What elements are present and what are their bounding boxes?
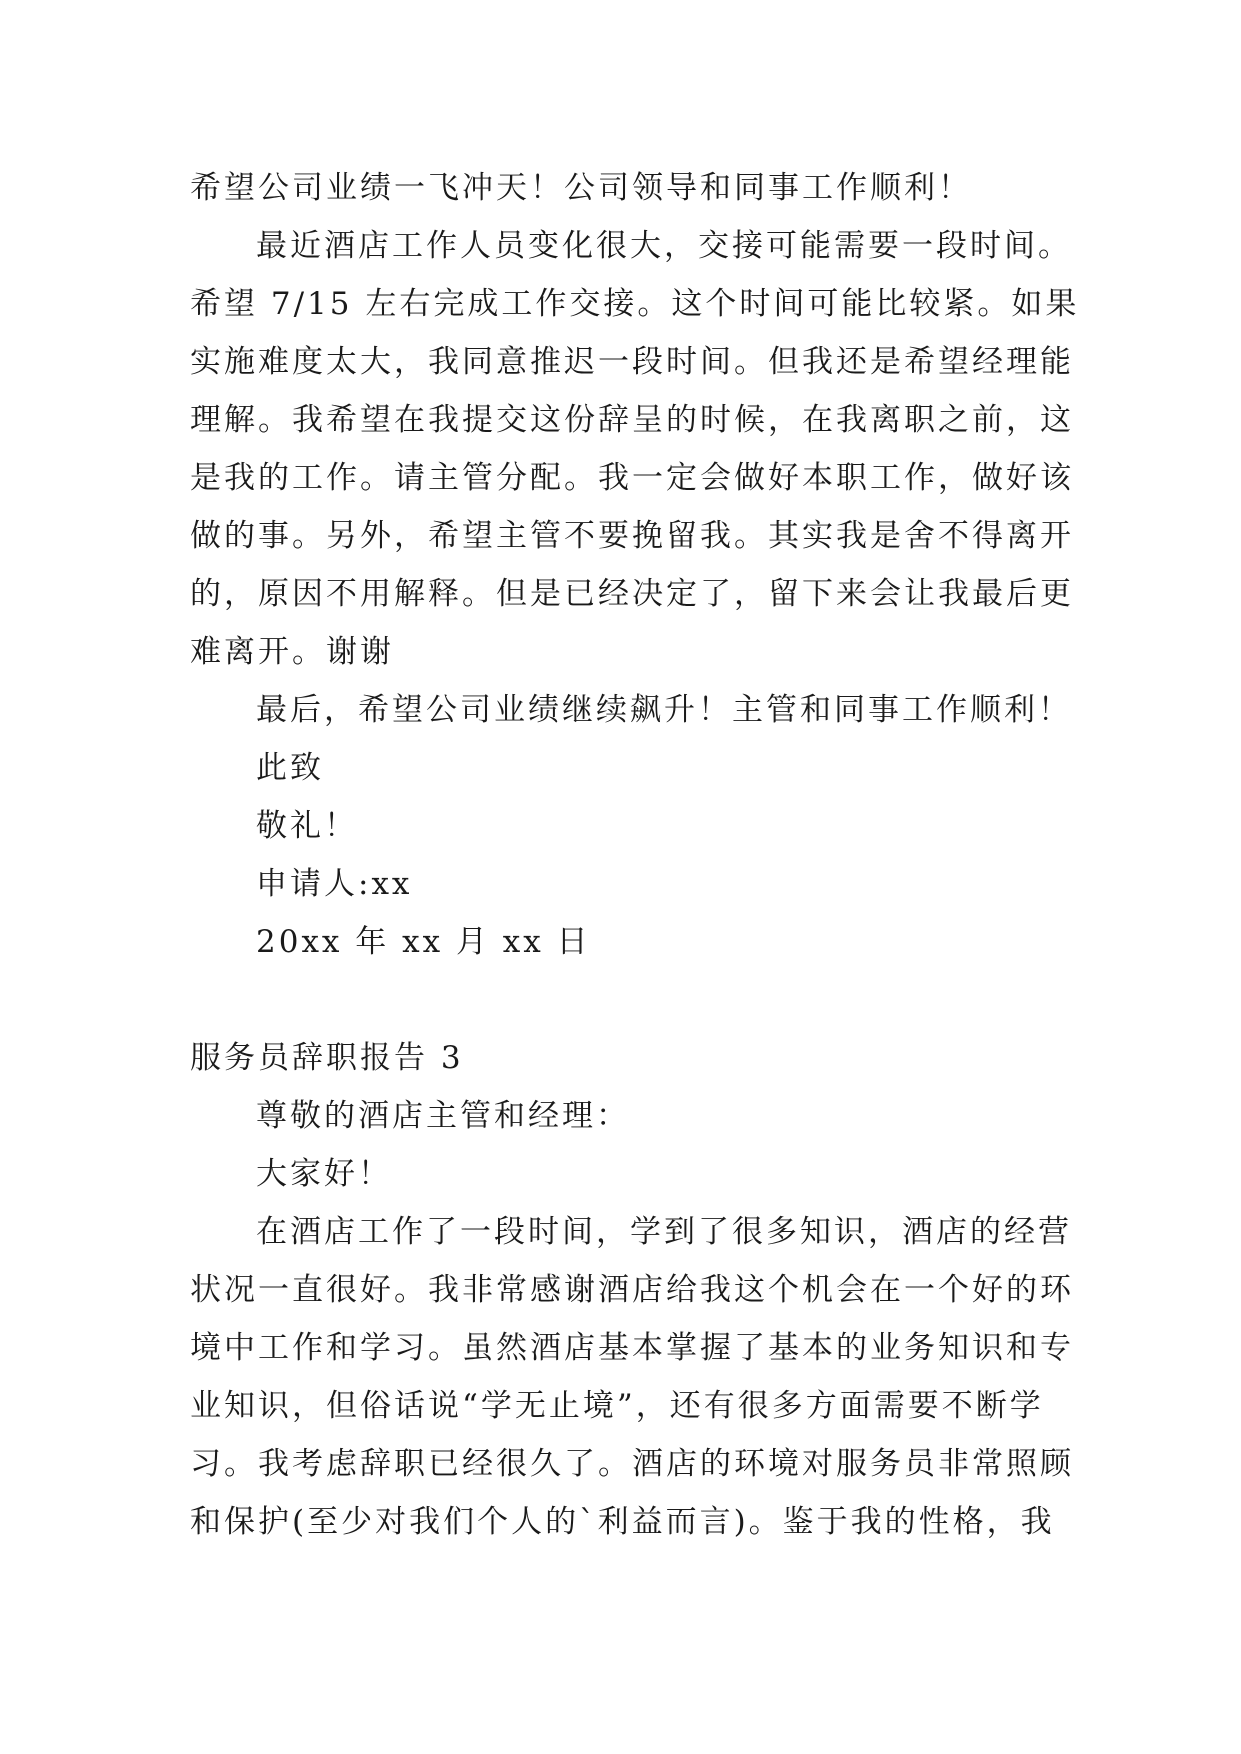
salutation-line: 尊敬的酒店主管和经理： — [256, 1098, 630, 1134]
text-line: 习。我考虑辞职已经很久了。酒店的环境对服务员非常照顾 — [190, 1446, 1074, 1482]
text-line: 实施难度太大，我同意推迟一段时间。但我还是希望经理能 — [190, 344, 1074, 380]
text-line: 在酒店工作了一段时间，学到了很多知识，酒店的经营 — [256, 1214, 1072, 1250]
date-line: 20xx 年 xx 月 xx 日 — [256, 924, 591, 960]
text-line: 难离开。谢谢 — [190, 634, 394, 670]
text-line: 状况一直很好。我非常感谢酒店给我这个机会在一个好的环 — [190, 1272, 1074, 1308]
text-line: 最后，希望公司业绩继续飙升！主管和同事工作顺利！ — [256, 692, 1072, 728]
text-line: 是我的工作。请主管分配。我一定会做好本职工作，做好该 — [190, 460, 1074, 496]
text-line: 希望公司业绩一飞冲天！公司领导和同事工作顺利！ — [190, 170, 972, 206]
text-line: 做的事。另外，希望主管不要挽留我。其实我是舍不得离开 — [190, 518, 1074, 554]
greeting-line: 大家好！ — [256, 1156, 392, 1192]
section-heading: 服务员辞职报告 3 — [190, 1040, 464, 1076]
applicant-line: 申请人:xx — [256, 866, 413, 902]
text-line: 理解。我希望在我提交这份辞呈的时候，在我离职之前，这 — [190, 402, 1074, 438]
text-line: 的，原因不用解释。但是已经决定了，留下来会让我最后更 — [190, 576, 1074, 612]
closing-line: 敬礼！ — [256, 808, 358, 844]
closing-line: 此致 — [256, 750, 324, 786]
text-line: 业知识，但俗话说“学无止境”，还有很多方面需要不断学 — [190, 1388, 1044, 1424]
text-line: 境中工作和学习。虽然酒店基本掌握了基本的业务知识和专 — [190, 1330, 1074, 1366]
text-line: 最近酒店工作人员变化很大，交接可能需要一段时间。 — [256, 228, 1072, 264]
text-line: 和保护(至少对我们个人的`利益而言)。鉴于我的性格，我 — [190, 1504, 1055, 1540]
text-line: 希望 7/15 左右完成工作交接。这个时间可能比较紧。如果 — [190, 286, 1080, 322]
